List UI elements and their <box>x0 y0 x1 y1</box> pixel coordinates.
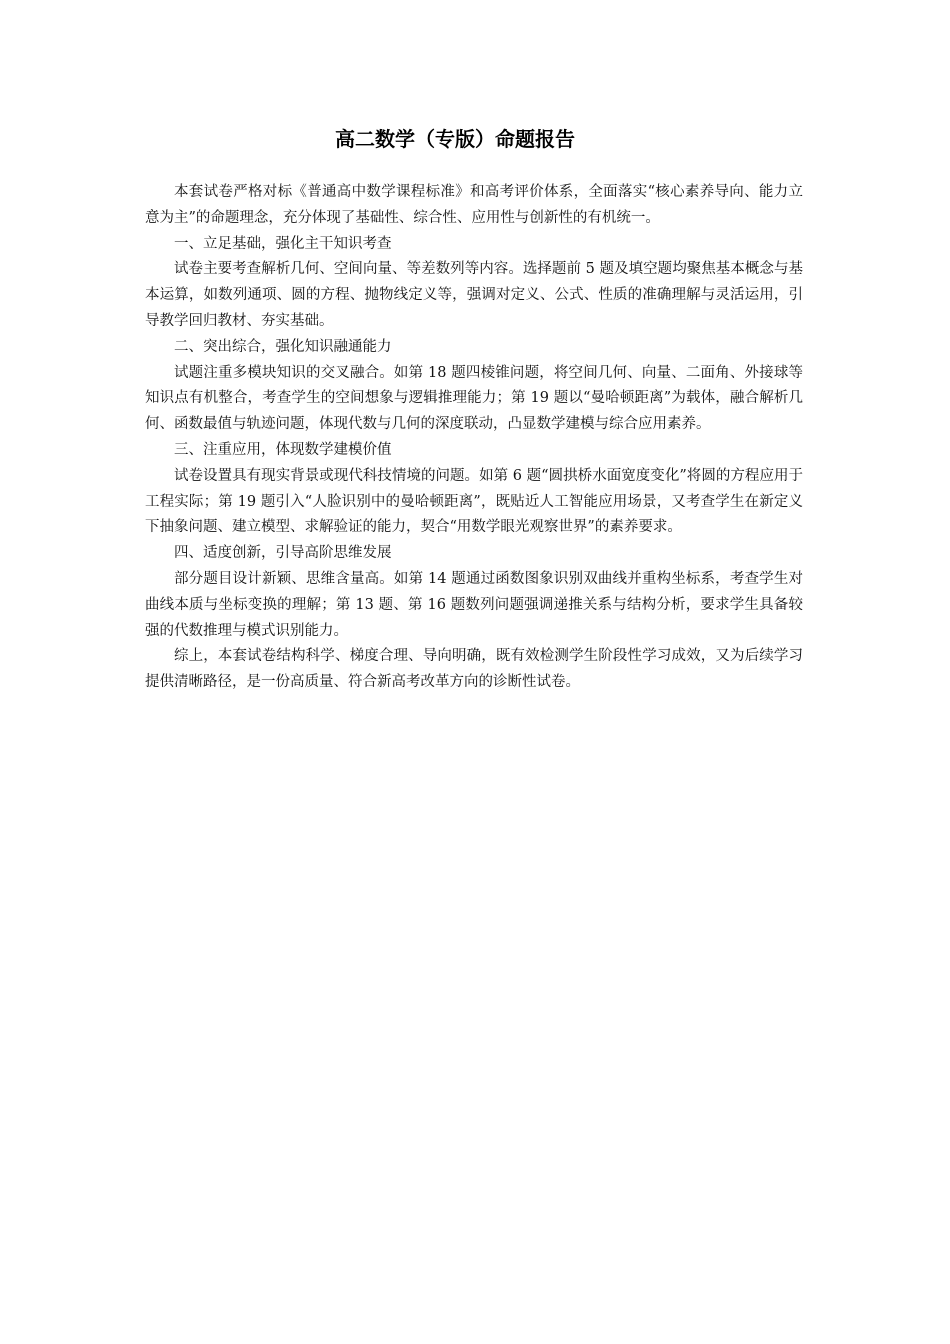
section-heading-4: 四、适度创新，引导高阶思维发展 <box>174 545 392 562</box>
section-heading-1: 一、立足基础，强化主干知识考查 <box>174 235 392 252</box>
section-heading-3: 三、注重应用，体现数学建模价值 <box>174 441 392 458</box>
section-body-3: 试卷设置具有现实背景或现代科技情境的问题。如第 6 题“圆拱桥水面宽度变化”将圆的方程应用于工程实际；第 19 题引入“人脸识别中的曼哈顿距离”，既贴近人工智能应用场景，又考查学生在新定义下抽象问题、建立模型、求解验证的能力，契合“用数学眼光观察世界”的素养要求。 <box>145 467 803 536</box>
section-body-4: 部分题目设计新颖、思维含量高。如第 14 题通过函数图象识别双曲线并重构坐标系，考查学生对曲线本质与坐标变换的理解；第 13 题、第 16 题数列问题强调递推关系与结构分析，要求学生具备较强的代数推理与模式识别能力。 <box>145 570 803 639</box>
intro-paragraph: 本套试卷严格对标《普通高中数学课程标准》和高考评价体系，全面落实“核心素养导向、能力立意为主”的命题理念，充分体现了基础性、综合性、应用性与创新性的有机统一。 <box>145 184 803 226</box>
section-heading-2: 二、突出综合，强化知识融通能力 <box>174 338 392 355</box>
document-title: 高二数学（专版）命题报告 <box>335 127 575 151</box>
document-body <box>145 180 803 696</box>
section-body-1: 试卷主要考查解析几何、空间向量、等差数列等内容。选择题前 5 题及填空题均聚焦基本概念与基本运算，如数列通项、圆的方程、抛物线定义等，强调对定义、公式、性质的准确理解与灵活运用，引导教学回归教材、夯实基础。 <box>145 261 803 329</box>
section-body-2: 试题注重多模块知识的交叉融合。如第 18 题四棱锥问题，将空间几何、向量、二面角、外接球等知识点有机整合，考查学生的空间想象与逻辑推理能力；第 19 题以“曼哈顿距离”为载体，融合解析几何、函数最值与轨迹问题，体现代数与几何的深度联动，凸显数学建模与综合应用素养。 <box>145 364 803 433</box>
conclusion-paragraph: 综上，本套试卷结构科学、梯度合理、导向明确，既有效检测学生阶段性学习成效，又为后续学习提供清晰路径，是一份高质量、符合新高考改革方向的诊断性试卷。 <box>145 648 803 691</box>
